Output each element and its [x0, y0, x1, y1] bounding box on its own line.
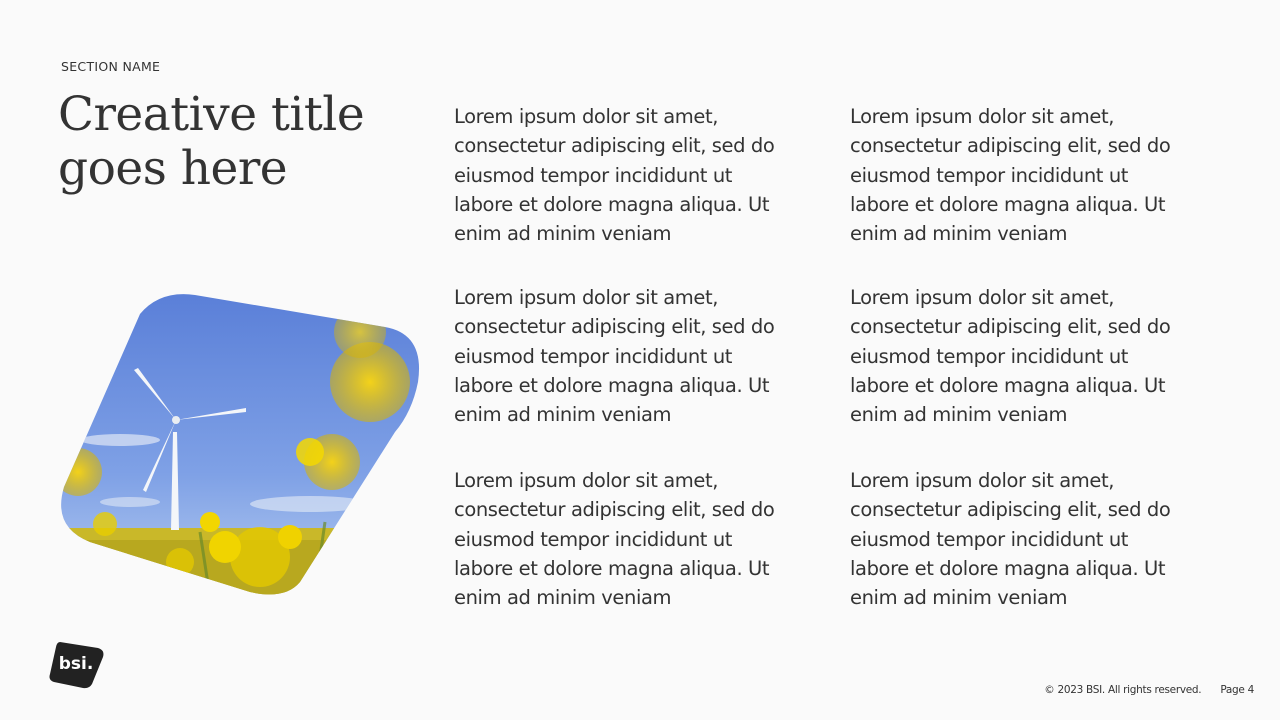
text-block-1: Lorem ipsum dolor sit amet, consectetur adipiscing elit, sed do eiusmod tempor incididunt ut labore et dolore magna aliqua. Ut enim ad minim veniam: [454, 105, 775, 246]
text-block-6: Lorem ipsum dolor sit amet, consectetur adipiscing elit, sed do eiusmod tempor incididunt ut labore et dolore magna aliqua. Ut enim ad minim veniam: [850, 469, 1171, 610]
footer: [1044, 684, 1254, 696]
title-line-2: goes here: [58, 141, 288, 196]
text-block-5: Lorem ipsum dolor sit amet, consectetur adipiscing elit, sed do eiusmod tempor incididunt ut labore et dolore magna aliqua. Ut enim ad minim veniam: [850, 286, 1171, 427]
text-block-4: Lorem ipsum dolor sit amet, consectetur adipiscing elit, sed do eiusmod tempor incididunt ut labore et dolore magna aliqua. Ut enim ad minim veniam: [850, 105, 1171, 246]
text-block-3: Lorem ipsum dolor sit amet, consectetur adipiscing elit, sed do eiusmod tempor incididunt ut labore et dolore magna aliqua. Ut enim ad minim veniam: [454, 469, 775, 610]
page-title: [58, 88, 438, 196]
wind-turbine-image: [60, 292, 420, 597]
text-block-2: Lorem ipsum dolor sit amet, consectetur adipiscing elit, sed do eiusmod tempor incididunt ut labore et dolore magna aliqua. Ut enim ad minim veniam: [454, 286, 775, 427]
logo-text: bsi.: [58, 654, 94, 674]
title-line-1: Creative title: [58, 87, 365, 142]
copyright-text: © 2023 BSI. All rights reserved.: [1044, 684, 1202, 696]
page-number: Page 4: [1220, 684, 1254, 696]
bsi-logo: [48, 638, 106, 690]
section-name: SECTION NAME: [61, 59, 161, 74]
